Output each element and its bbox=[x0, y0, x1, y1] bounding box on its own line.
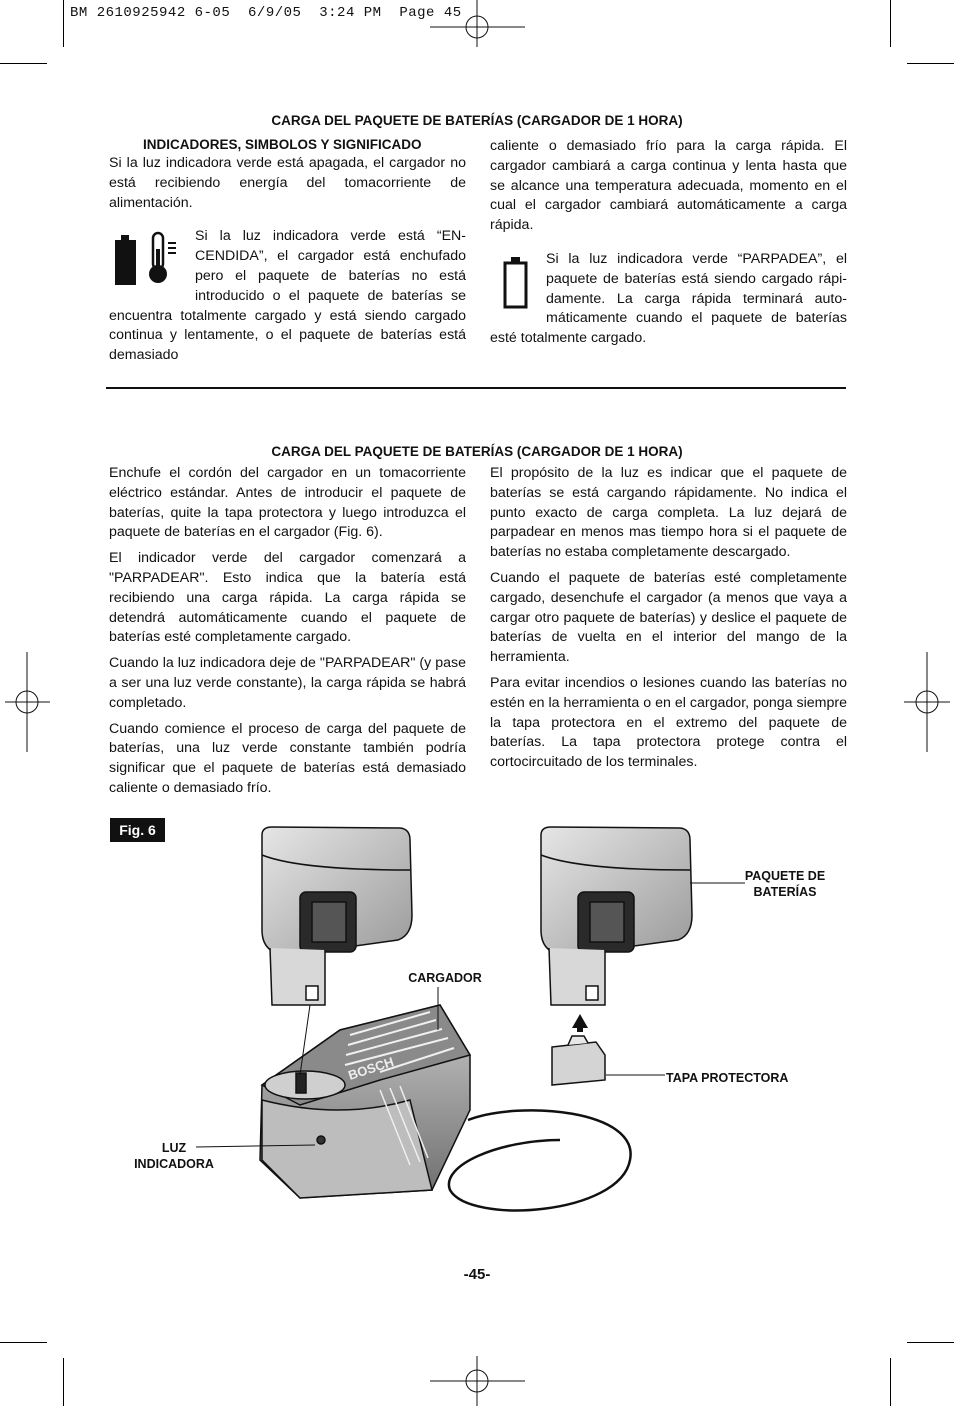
power-cord bbox=[449, 1110, 631, 1210]
charger bbox=[260, 1005, 470, 1198]
section1-paragraph: Si la luz indicadora verde está “EN-CENDIDA”, el cargador está enchufado pero el paquete de baterías no está introducido o el paquete de baterías se encuentra totalmente cargado y está siendo cargado continua y lentamente, o el paquete de baterías está demasiado bbox=[109, 228, 466, 364]
section2-paragraph: Cuando la luz indicadora deje de "PARPADEAR" (y pase a ser una luz verde constante), la carga rápida se habrá completado. bbox=[109, 655, 466, 711]
battery-empty-icon bbox=[490, 254, 546, 310]
section2-paragraph: El propósito de la luz es indicar que el paquete de baterías se está cargando rápidamente. No indica el punto exacto de carga completa. La luz dejará de parpadear en menos mas tiempo hora si el paquete de baterías no estaba completamente descargado. bbox=[490, 465, 847, 561]
section2-paragraph: El indicador verde del cargador comenzará a "PARPADEAR". Esto indica que la batería está recibiendo una carga rápida. La carga rápida se detendrá automáticamente cuando el paquete de baterías esté completamente cargado. bbox=[109, 550, 466, 646]
print-slug: BM 2610925942 6-05 6/9/05 3:24 PM Page 45 bbox=[70, 5, 462, 21]
section1-left-column bbox=[109, 137, 466, 372]
label-battery-pack: PAQUETE DE BATERÍAS bbox=[744, 869, 826, 899]
page-number: -45- bbox=[463, 1266, 491, 1283]
section1-title: CARGA DEL PAQUETE DE BATERÍAS (CARGADOR DE 1 HORA) bbox=[271, 113, 683, 128]
section2-left-column bbox=[109, 464, 466, 805]
battery-full-thermometer-icon bbox=[109, 231, 195, 287]
arrow-up-icon bbox=[572, 1014, 588, 1032]
section1-paragraph: caliente o demasiado frío para la carga rápida. El cargador cambiará a carga continua y lenta hasta que se alcance una temperatura adecuada, momento en el cual el cargador cambiará automáticamente a carga rápida. bbox=[490, 138, 847, 234]
section2-title: CARGA DEL PAQUETE DE BATERÍAS (CARGADOR DE 1 HORA) bbox=[271, 444, 683, 459]
figure-badge: Fig. 6 bbox=[110, 818, 165, 842]
charger-brand: BOSCH bbox=[346, 1054, 396, 1083]
section1-subtitle: INDICADORES, SIMBOLOS Y SIGNIFICADO bbox=[143, 137, 422, 152]
section2-paragraph: Cuando comience el proceso de carga del paquete de baterías, una luz verde constante también podría significar que el paquete de baterías está demasiado caliente o demasiado frío. bbox=[109, 720, 466, 796]
section1-right-column bbox=[490, 137, 847, 355]
battery-pack-left bbox=[262, 827, 412, 1005]
section2-paragraph: Cuando el paquete de baterías esté completamente cargado, desenchufe el cargador (a menos que vaya a cargar otro paquete de baterías) y deslice el paquete de baterías de vuelta en el interior del mango de la herramienta. bbox=[490, 569, 847, 666]
section2-paragraph: Para evitar incendios o lesiones cuando las baterías no estén en la herramienta o en el cargador, ponga siempre la tapa protectora en el extremo del paquete de baterías. La tapa protectora protege contra el cortocircuitado de los terminales. bbox=[490, 674, 847, 771]
section2-right-column bbox=[490, 464, 847, 779]
label-charger: CARGADOR bbox=[408, 971, 482, 985]
label-indicator-light: LUZ INDICADORA bbox=[134, 1141, 214, 1171]
battery-pack-right bbox=[541, 827, 692, 1005]
section1-paragraph: Si la luz indicadora verde “PARPADEA”, el paquete de baterías está siendo cargado rápi-damente. La carga rápida terminará auto-máticamente cuando el paquete de baterías esté totalmente cargado. bbox=[490, 250, 847, 347]
label-protective-cap: TAPA PROTECTORA bbox=[666, 1071, 789, 1085]
section2-paragraph: Enchufe el cordón del cargador en un tomacorriente eléctrico estándar. Antes de introducir el paquete de baterías, quite la tapa protectora y luego introduzca el paquete de baterías en el cargador (Fig. 6). bbox=[109, 465, 466, 541]
section1-paragraph: Si la luz indicadora verde está apagada, el cargador no está recibiendo energía del tomacorriente de alimentación. bbox=[109, 155, 466, 211]
section-divider bbox=[106, 387, 846, 389]
protective-cap bbox=[552, 1036, 605, 1085]
